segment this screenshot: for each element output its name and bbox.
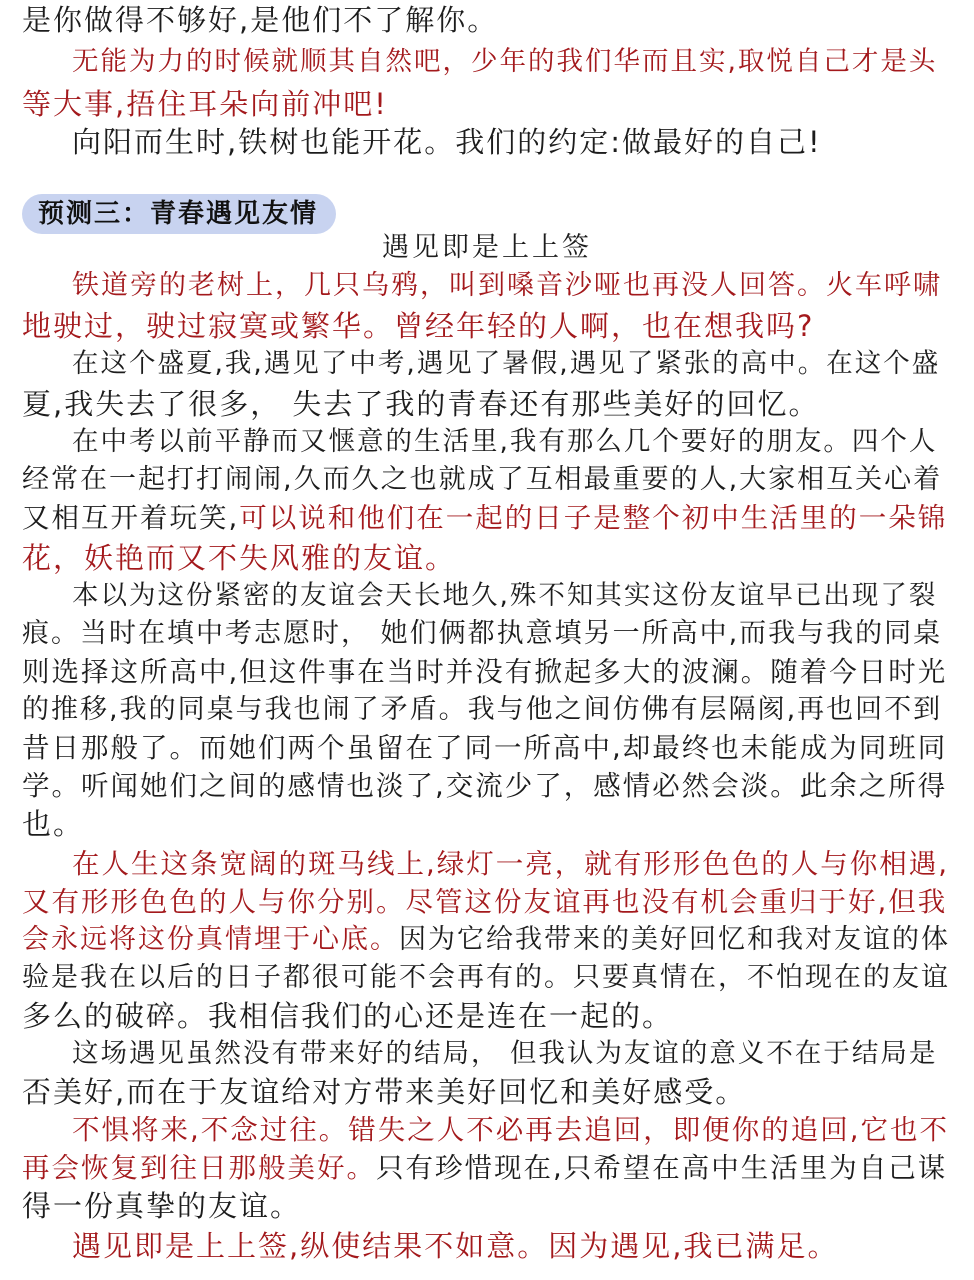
text-line: 得一份真挚的友谊。 [22, 1189, 302, 1223]
text-line: 学。听闻她们之间的感情也淡了,交流少了，感情必然会淡。此余之所得 [22, 770, 948, 802]
text-line: 向阳而生时,铁树也能开花。我们的约定:做最好的自己! [72, 125, 822, 159]
text-line-highlighted: 铁道旁的老树上，几只乌鸦，叫到嗓音沙哑也再没人回答。火车呼啸 [72, 270, 942, 301]
text-line-highlighted: 遇见即是上上签,纵使结果不如意。因为遇见,我已满足。 [72, 1229, 839, 1263]
text-segment: 又相互开着玩笑, [22, 502, 240, 534]
text-line: 在这个盛夏,我,遇见了中考,遇见了暑假,遇见了紧张的高中。在这个盛 [72, 348, 941, 379]
text-segment: 只有珍惜现在,只希望在高中生活里为自己谋 [376, 1152, 948, 1184]
text-line: 否美好,而在于友谊给对方带来美好回忆和美好感受。 [22, 1075, 747, 1109]
text-line: 则选择这所高中,但这件事在当时并没有掀起多大的波澜。随着今日时光 [22, 656, 948, 688]
text-line: 经常在一起打打闹闹,久而久之也就成了互相最重要的人,大家相互关心着 [22, 464, 943, 495]
text-segment-highlighted: 再会恢复到往日那般美好。 [22, 1152, 376, 1184]
text-line: 夏,我失去了很多， 失去了我的青春还有那些美好的回忆。 [22, 387, 820, 421]
section-heading: 预测三：青春遇见友情 [22, 194, 336, 234]
essay-title: 遇见即是上上签 [382, 232, 592, 263]
text-line: 本以为这份紧密的友谊会天长地久,殊不知其实这份友谊早已出现了裂 [72, 580, 938, 611]
text-segment-highlighted: 可以说和他们在一起的日子是整个初中生活里的一朵锦 [239, 502, 948, 534]
text-line-mixed [22, 1150, 947, 1186]
text-line: 是你做得不够好,是他们不了解你。 [22, 3, 499, 37]
text-line-mixed [22, 922, 950, 958]
text-line-highlighted: 花，妖艳而又不失风雅的友谊。 [22, 541, 457, 575]
text-line-highlighted: 又有形形色色的人与你分别。尽管这份友谊再也没有机会重归于好,但我 [22, 886, 948, 918]
text-line: 的推移,我的同桌与我也闹了矛盾。我与他之间仿佛有层隔阂,再也回不到 [22, 694, 943, 725]
text-line-highlighted: 不惧将来,不念过往。错失之人不必再去追回，即便你的追回,它也不 [72, 1114, 949, 1146]
text-line: 验是我在以后的日子都很可能不会再有的。只要真情在，不怕现在的友谊 [22, 962, 950, 993]
text-segment-highlighted: 会永远将这份真情埋于心底。 [22, 924, 399, 955]
text-line-mixed [22, 500, 947, 536]
text-line: 痕。当时在填中考志愿时， 她们俩都执意填另一所高中,而我与我的同桌 [22, 618, 943, 649]
text-line: 也。 [22, 807, 85, 841]
text-line: 这场遇见虽然没有带来好的结局， 但我认为友谊的意义不在于结局是 [72, 1038, 938, 1069]
text-line-highlighted: 地驶过，驶过寂寞或繁华。曾经年轻的人啊，也在想我吗? [22, 309, 815, 343]
text-line: 多么的破碎。我相信我们的心还是连在一起的。 [22, 999, 674, 1033]
text-line-highlighted: 在人生这条宽阔的斑马线上,绿灯一亮，就有形形色色的人与你相遇, [72, 848, 949, 880]
text-line: 在中考以前平静而又惬意的生活里,我有那么几个要好的朋友。四个人 [72, 426, 938, 457]
text-line-highlighted: 等大事,捂住耳朵向前冲吧! [22, 87, 388, 121]
text-segment: 因为它给我带来的美好回忆和我对友谊的体 [399, 924, 950, 955]
text-line: 昔日那般了。而她们两个虽留在了同一所高中,却最终也未能成为同班同 [22, 732, 948, 764]
text-line-highlighted: 无能为力的时候就顺其自然吧，少年的我们华而且实,取悦自己才是头 [72, 46, 938, 77]
